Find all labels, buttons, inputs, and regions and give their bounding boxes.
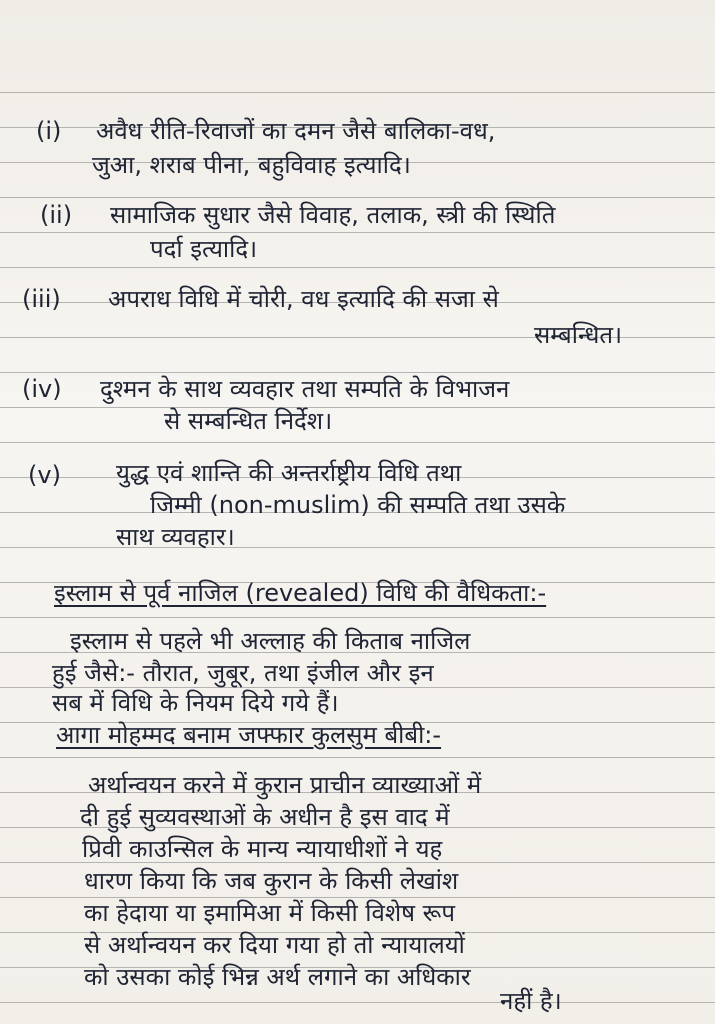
ruled-line <box>0 547 715 548</box>
item-text: दुश्मन के साथ व्यवहार तथा सम्पति के विभाजन <box>100 375 510 403</box>
ruled-line <box>0 757 715 758</box>
ruled-line <box>0 92 715 93</box>
ruled-line <box>0 1002 715 1003</box>
item-text: जुआ, शराब पीना, बहुविवाह इत्यादि। <box>92 151 411 179</box>
ruled-line <box>0 267 715 268</box>
ruled-line <box>0 407 715 408</box>
ruled-line <box>0 617 715 618</box>
item-text: साथ व्यवहार। <box>116 523 235 551</box>
item-text: युद्ध एवं शान्ति की अन्तर्राष्ट्रीय विधि तथा <box>116 459 462 487</box>
paragraph-line: प्रिवी काउन्सिल के मान्य न्यायाधीशों ने यह <box>82 835 443 863</box>
item-label: (i) <box>36 117 62 145</box>
ruled-line <box>0 372 715 373</box>
item-label: (v) <box>28 461 61 489</box>
paragraph-line: नहीं है। <box>500 987 562 1015</box>
paragraph-line: हुई जैसे:- तौरात, जुबूर, तथा इंजील और इन <box>52 659 434 687</box>
item-text: पर्दा इत्यादि। <box>150 235 258 263</box>
item-label: (ii) <box>40 201 73 229</box>
item-text: से सम्बन्धित निर्देश। <box>164 407 333 435</box>
item-text: जिम्मी (non-muslim) की सम्पति तथा उसके <box>150 491 566 519</box>
item-text: सम्बन्धित। <box>534 321 623 349</box>
paragraph-line: से अर्थान्वयन कर दिया गया हो तो न्यायालयों <box>84 931 465 959</box>
paragraph-line: को उसका कोई भिन्न अर्थ लगाने का अधिकार <box>84 963 471 991</box>
paragraph-line: दी हुई सुव्यवस्थाओं के अधीन है इस वाद में <box>80 803 450 831</box>
item-label: (iv) <box>22 375 62 403</box>
paragraph-line: इस्लाम से पहले भी अल्लाह की किताब नाजिल <box>70 627 471 655</box>
item-text: अपराध विधि में चोरी, वध इत्यादि की सजा से <box>108 285 499 313</box>
paragraph-line: अर्थान्वयन करने में कुरान प्राचीन व्याख्याओं में <box>88 771 482 799</box>
section-heading: इस्लाम से पूर्व नाजिल (revealed) विधि की वैधिकता:- <box>54 579 547 607</box>
paragraph-line: धारण किया कि जब कुरान के किसी लेखांश <box>84 867 459 895</box>
ruled-line <box>0 197 715 198</box>
paragraph-line: सब में विधि के नियम दिये गये हैं। <box>52 689 339 717</box>
item-text: अवैध रीति-रिवाजों का दमन जैसे बालिका-वध, <box>96 117 496 145</box>
paragraph-line: का हेदाया या इमामिआ में किसी विशेष रूप <box>84 899 455 927</box>
item-label: (iii) <box>22 285 61 313</box>
ruled-line <box>0 232 715 233</box>
ruled-line <box>0 442 715 443</box>
item-text: सामाजिक सुधार जैसे विवाह, तलाक, स्त्री की स्थिति <box>110 201 556 229</box>
case-heading: आगा मोहम्मद बनाम जफ्फार कुलसुम बीबी:- <box>56 721 442 749</box>
